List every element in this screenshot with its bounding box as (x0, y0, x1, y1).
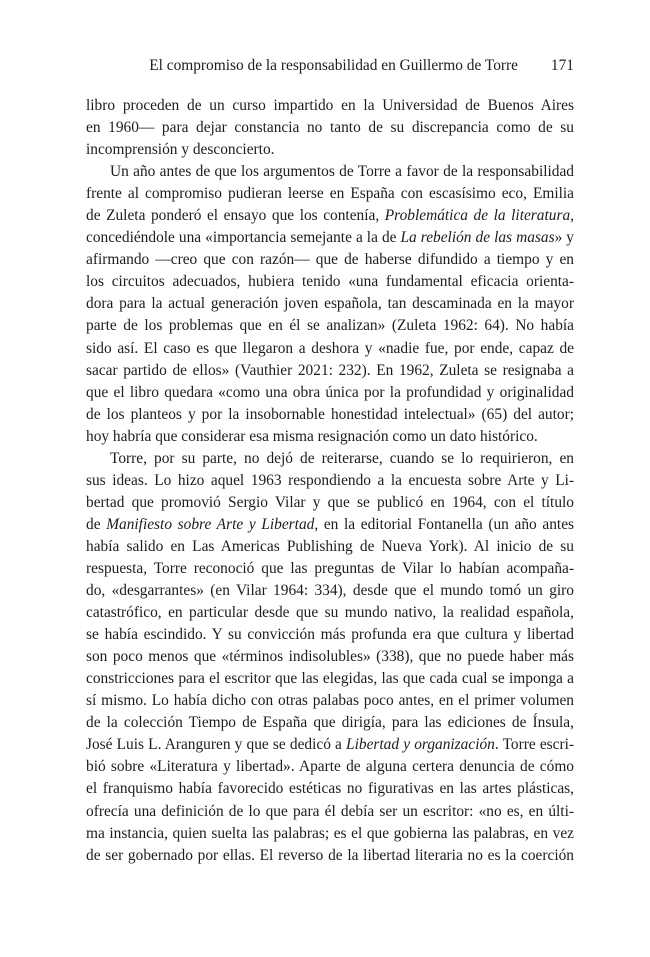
text-line: sacar partido de ellos» (Vauthier 2021: 232). En 1962, Zuleta se resignaba a (86, 361, 574, 379)
text-line: ma instancia, quien suelta las palabras; es el que gobierna las palabras, en vez (86, 824, 574, 842)
text-line: de Manifiesto sobre Arte y Libertad, en la editorial Fontanella (un año antes (86, 515, 575, 533)
text-line: concediéndole una «importancia semejante a la de La rebelión de las masas» y (86, 229, 574, 247)
text-line: bió sobre «Literatura y libertad». Aparte de alguna certera denuncia de cómo (86, 758, 574, 776)
text-line: que el libro quedara «como una obra única por la profundidad y originalidad (86, 383, 574, 401)
text-line: de los planteos y por la insobornable honestidad intelectual» (65) del autor; (86, 405, 574, 423)
page-number: 171 (550, 57, 574, 74)
text-line: se había escindido. Y su convicción más profunda era que cultura y libertad (86, 626, 574, 644)
text-line: sido así. El caso es que llegaron a deshora y «nadie fue, por ende, capaz de (86, 339, 574, 357)
paragraph (86, 95, 574, 161)
text-line: Torre, por su parte, no dejó de reiterarse, cuando se lo requirieron, en (110, 449, 574, 467)
body-text (86, 95, 574, 867)
text-line: José Luis L. Aranguren y que se dedicó a Libertad y organización. Torre escri- (86, 736, 575, 754)
text-line: catastrófico, en particular desde que su mundo nativo, la realidad española, (86, 604, 574, 622)
text-line: parte de los problemas que en él se analizan» (Zuleta 1962: 64). No había (86, 317, 574, 335)
paragraph (86, 448, 574, 867)
text-line: de ser gobernado por ellas. El reverso de la libertad literaria no es la coerción (86, 846, 574, 864)
paragraph (86, 161, 574, 448)
text-line: respuesta, Torre reconoció que las preguntas de Vilar lo habían acompaña- (86, 559, 574, 577)
text-line: había salido en Las Americas Publishing de Nueva York). Al inicio de su (86, 537, 574, 555)
text-line: constricciones para el escritor que las elegidas, las que cada cual se imponga a (86, 670, 574, 688)
text-line: sí mismo. Lo había dicho con otras palabas poco antes, en el primer volumen (86, 692, 574, 710)
text-line: de la colección Tiempo de España que dirigía, para las ediciones de Ínsula, (86, 714, 574, 732)
running-head-title: El compromiso de la responsabilidad en Guillermo de Torre (149, 57, 518, 74)
text-line: de Zuleta ponderó el ensayo que los contenía, Problemática de la literatura, (86, 207, 575, 225)
text-line: incomprensión y desconcierto. (86, 141, 275, 159)
text-line: bertad que promovió Sergio Vilar y que se publicó en 1964, con el título (86, 493, 574, 511)
text-line: hoy habría que considerar esa misma resignación como un dato histórico. (86, 427, 538, 445)
text-line: son poco menos que «términos indisolubles» (338), que no puede haber más (86, 648, 574, 666)
text-line: el franquismo había favorecido estéticas no figurativas en las artes plásticas, (86, 780, 574, 798)
text-line: afirmando —creo que con razón— que de haberse difundido a tiempo y en (86, 251, 574, 269)
text-line: libro proceden de un curso impartido en la Universidad de Buenos Aires (86, 97, 574, 114)
text-line: ofrecía una definición de lo que para él debía ser un escritor: «no es, en últi- (86, 802, 574, 820)
text-line: en 1960— para dejar constancia no tanto de su discrepancia como de su (86, 119, 574, 137)
text-line: do, «desgarrantes» (en Vilar 1964: 334), desde que el mundo tomó un giro (86, 582, 574, 600)
text-line: los circuitos adecuados, hubiera tenido «una fundamental eficacia orienta- (86, 273, 574, 291)
text-line: sus ideas. Lo hizo aquel 1963 respondiendo a la encuesta sobre Arte y Li- (86, 471, 574, 489)
text-line: Un año antes de que los argumentos de Torre a favor de la responsabilidad (110, 163, 574, 181)
text-line: dora para la actual generación joven española, tan descaminada en la mayor (86, 295, 574, 313)
text-line: frente al compromiso pudieran leerse en España con escasísimo eco, Emilia (86, 185, 574, 203)
